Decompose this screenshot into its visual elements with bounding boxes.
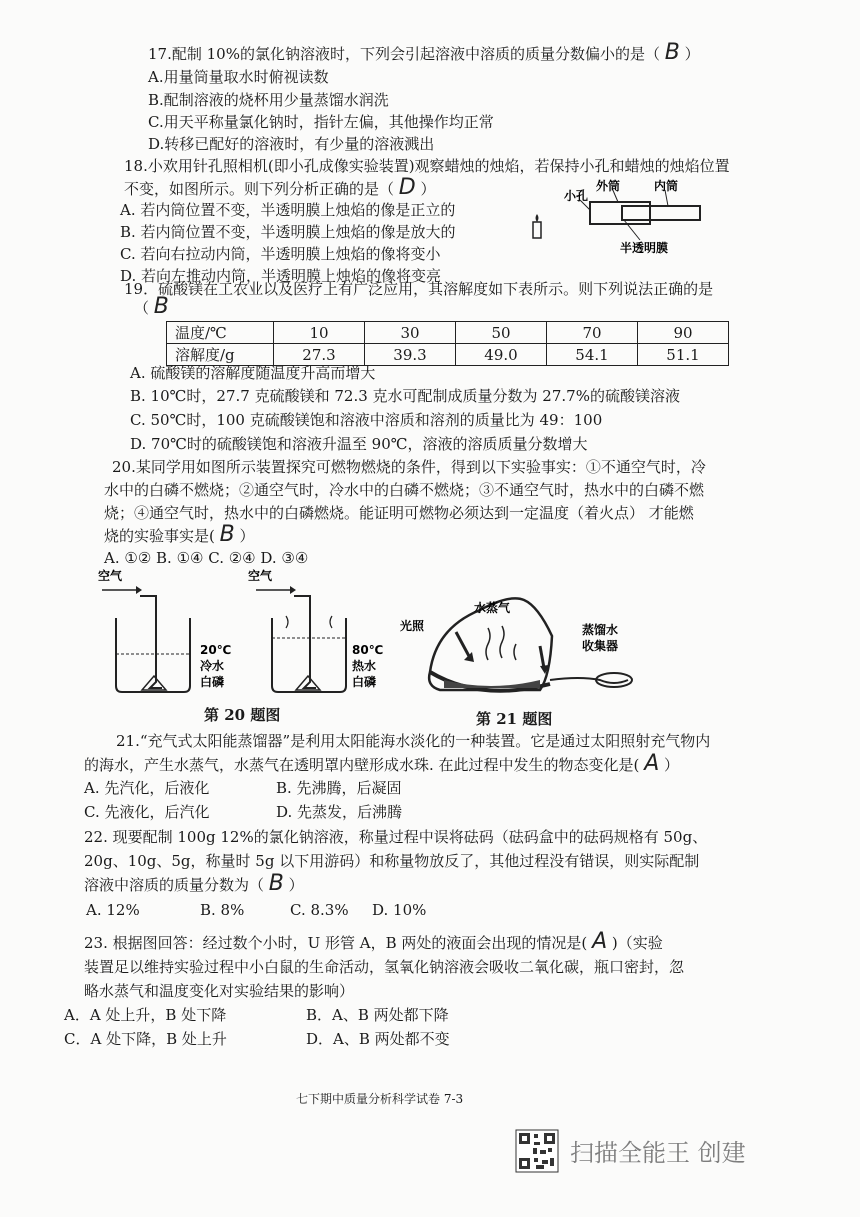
q19-option-c: C. 50℃时，100 克硫酸镁饱和溶液中溶质和溶剂的质量比为 49：100	[130, 411, 603, 429]
q17-option-d: D.转移已配好的溶液时，有少量的溶液溅出	[148, 135, 435, 153]
cold-temp-label: 20℃	[200, 643, 232, 657]
q17-stem	[148, 42, 700, 65]
q22-option-a: A. 12%	[86, 901, 140, 919]
q22-stem-text: 溶液中溶质的质量分数为（	[84, 876, 265, 894]
q18-stem-line2	[124, 177, 436, 200]
table-cell: 49.0	[456, 344, 547, 366]
q18-pinhole-camera-figure	[530, 178, 710, 258]
film-label: 半透明膜	[620, 241, 669, 255]
q22-line1: 22. 现要配制 100g 12%的氯化钠溶液，称量过程中误将砝码（砝码盒中的砝码规格有 50g、	[84, 828, 708, 846]
q23-line2: 装置足以维持实验过程中小白鼠的生命活动，氢氧化钠溶液会吸收二氧化碳，瓶口密封，忽	[84, 958, 685, 976]
q22-option-b: B. 8%	[200, 901, 245, 919]
q21-stem-text: 的海水，产生水蒸气，水蒸气在透明罩内壁形成水珠. 在此过程中发生的物态变化是(	[84, 756, 640, 774]
seawater-fill	[444, 680, 540, 688]
q21-option-a: A. 先汽化，后液化	[84, 779, 210, 797]
hot-water-label: 热水	[352, 659, 377, 673]
q19-answer-line	[134, 296, 169, 319]
air-tube-2	[294, 596, 316, 688]
collector-label-line1: 蒸馏水	[582, 623, 619, 637]
q21-option-b: B. 先沸腾，后凝固	[276, 779, 402, 797]
table-header-temperature: 温度/℃	[167, 322, 274, 344]
q19-stem: 19．硫酸镁在工农业以及医疗上有广泛应用，其溶解度如下表所示。则下列说法正确的是	[124, 280, 714, 298]
table-cell: 27.3	[274, 344, 365, 366]
q18-option-c: C. 若向右拉动内筒，半透明膜上烛焰的像将变小	[120, 245, 441, 263]
table-cell: 39.3	[365, 344, 456, 366]
qr-code-icon	[516, 1130, 558, 1172]
q17-option-c: C.用天平称量氯化钠时，指针左偏，其他操作均正常	[148, 113, 494, 131]
q22-line2: 20g、10g、5g，称量时 5g 以下用游码）和称量物放反了，其他过程没有错误，则实际配制	[84, 852, 700, 870]
q18-handwritten-answer: D	[398, 175, 416, 200]
air-tube-1	[140, 596, 162, 688]
q18-stem-line1: 18.小欢用针孔照相机(即小孔成像实验装置)观察蜡烛的烛焰，若保持小孔和蜡烛的烛焰位置	[124, 157, 730, 175]
inner-tube-label: 内筒	[654, 179, 679, 193]
q21-option-d: D. 先蒸发，后沸腾	[276, 803, 403, 821]
table-cell: 30	[365, 322, 456, 344]
q22-line3	[84, 873, 304, 896]
table-row-temperature	[167, 322, 729, 344]
table-cell: 50	[456, 322, 547, 344]
pinhole-label: 小孔	[564, 189, 589, 203]
table-cell: 54.1	[547, 344, 638, 366]
q17-handwritten-answer: B	[664, 40, 680, 65]
q19-open-paren: （	[134, 299, 150, 317]
q22-option-c: C. 8.3%	[290, 901, 349, 919]
q18-option-d: D. 若向左推动内筒，半透明膜上烛焰的像将变亮	[120, 267, 442, 285]
q17-option-a: A.用量筒量取水时俯视读数	[148, 68, 329, 86]
q21-handwritten-answer: A	[644, 751, 660, 776]
q21-solar-still-figure	[400, 576, 650, 700]
drip-arrow	[540, 646, 544, 668]
q20-close-paren: ）	[239, 527, 255, 545]
table-header-solubility: 溶解度/g	[167, 344, 274, 366]
q21-line2	[84, 753, 679, 776]
beaker-cold	[116, 618, 190, 692]
table-cell: 70	[547, 322, 638, 344]
candle-flame	[536, 214, 539, 222]
phosphorus-label-2: 白磷	[352, 675, 377, 689]
phosphorus-label-1: 白磷	[200, 675, 225, 689]
q21-figure-caption: 第 21 题图	[476, 710, 553, 728]
q20-line1: 20.某同学用如图所示装置探究可燃物燃烧的条件，得到以下实验事实：①不通空气时，冷	[112, 458, 706, 476]
q23-option-d: D．A、B 两处都不变	[306, 1030, 450, 1048]
vapor-label: 水蒸气	[474, 601, 511, 615]
page-footer: 七下期中质量分析科学试卷 7-3	[296, 1092, 464, 1106]
light-label: 光照	[400, 619, 425, 633]
q23-option-c: C．A 处下降，B 处上升	[64, 1030, 227, 1048]
solubility-table	[166, 321, 729, 366]
q19-option-a: A. 硫酸镁的溶解度随温度升高而增大	[130, 364, 376, 382]
air-label-1: 空气	[98, 569, 123, 583]
candle-shape	[533, 222, 541, 238]
q20-line4	[104, 524, 255, 547]
q19-option-b: B. 10℃时，27.7 克硫酸镁和 72.3 克水可配制成质量分数为 27.7%的硫酸镁溶液	[130, 387, 680, 405]
q20-line3: 烧；④通空气时，热水中的白磷燃烧。能证明可燃物必须达到一定温度（着火点） 才能燃	[104, 504, 694, 522]
cold-water-label: 冷水	[200, 659, 225, 673]
table-cell: 10	[274, 322, 365, 344]
q20-line2: 水中的白磷不燃烧；②通空气时，冷水中的白磷不燃烧；③不通空气时，热水中的白磷不燃	[104, 481, 705, 499]
q23-close-paren: )（实验	[611, 934, 663, 952]
q21-line1: 21.“充气式太阳能蒸馏器”是利用太阳能海水淡化的一种装置。它是通过太阳照射充气物内	[116, 732, 711, 750]
q23-line1	[84, 931, 663, 954]
vapor-waves	[486, 626, 516, 660]
q19-option-d: D. 70℃时的硫酸镁饱和溶液升温至 90℃，溶液的溶质质量分数增大	[130, 435, 588, 453]
q20-choices: A. ①② B. ①④ C. ②④ D. ③④	[104, 549, 309, 567]
air-arrowhead-1	[136, 586, 142, 594]
q23-option-b: B．A、B 两处都下降	[306, 1006, 449, 1024]
scanner-watermark: 扫描全能王 创建	[570, 1139, 746, 1167]
q21-option-c: C. 先液化，后汽化	[84, 803, 210, 821]
inner-tube	[622, 206, 700, 220]
outer-tube-label: 外筒	[596, 179, 621, 193]
q23-stem-text: 23. 根据图回答：经过数个小时，U 形管 A，B 两处的液面会出现的情况是(	[84, 934, 588, 952]
q22-handwritten-answer: B	[268, 871, 284, 896]
q20-handwritten-answer: B	[219, 522, 235, 547]
air-label-2: 空气	[248, 569, 273, 583]
q22-option-d: D. 10%	[372, 901, 427, 919]
air-arrowhead-2	[290, 586, 296, 594]
q17-close-paren: ）	[684, 45, 700, 63]
light-arrow	[456, 632, 470, 658]
collector-tube	[550, 678, 628, 683]
q23-handwritten-answer: A	[592, 929, 608, 954]
collector-label-line2: 收集器	[582, 639, 619, 653]
q18-close-paren: ）	[420, 180, 436, 198]
q18-option-a: A. 若内筒位置不变，半透明膜上烛焰的像是正立的	[120, 201, 456, 219]
q21-close-paren: ）	[664, 756, 680, 774]
q20-figure-caption: 第 20 题图	[204, 706, 281, 724]
q17-option-b: B.配制溶液的烧杯用少量蒸馏水润洗	[148, 91, 389, 109]
q17-stem-text: 17.配制 10%的氯化钠溶液时，下列会引起溶液中溶质的质量分数偏小的是（	[148, 45, 660, 63]
q23-option-a: A．A 处上升，B 处下降	[64, 1006, 227, 1024]
q19-handwritten-answer: B	[153, 294, 169, 319]
q23-line3: 略水蒸气和温度变化对实验结果的影响）	[84, 982, 355, 1000]
q18-stem-text: 不变，如图所示。则下列分析正确的是（	[124, 180, 395, 198]
q22-close-paren: ）	[288, 876, 304, 894]
hot-temp-label: 80℃	[352, 643, 384, 657]
table-cell: 51.1	[638, 344, 729, 366]
table-cell: 90	[638, 322, 729, 344]
q18-option-b: B. 若内筒位置不变，半透明膜上烛焰的像是放大的	[120, 223, 456, 241]
q20-stem-text: 烧的实验事实是(	[104, 527, 215, 545]
q20-beaker-figure	[96, 568, 384, 698]
